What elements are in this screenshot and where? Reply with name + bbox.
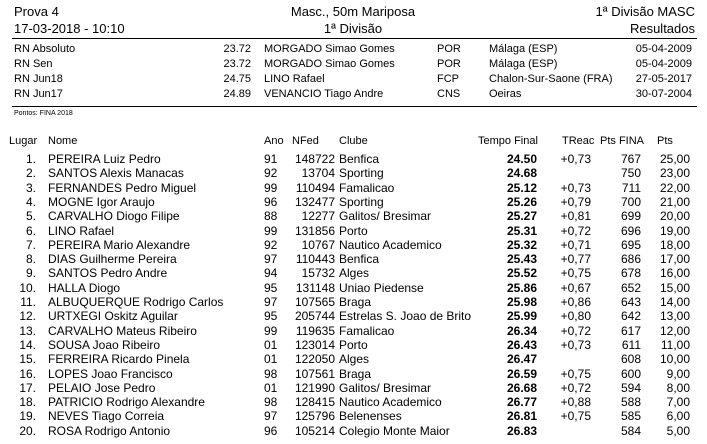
result-fina: 686	[620, 252, 641, 267]
result-pts: 23,00	[659, 166, 690, 181]
result-place: 3.	[25, 180, 36, 195]
result-nfed: 110443	[295, 252, 335, 267]
record-label: RN Absoluto	[14, 43, 76, 55]
result-pts: 20,00	[659, 209, 690, 224]
header-divider-top	[12, 38, 697, 39]
result-pts: 5,00	[666, 423, 690, 438]
result-place: 11.	[20, 295, 36, 309]
points-note: Pontos: FINA 2018	[14, 110, 73, 117]
col-points: Pts	[657, 135, 673, 147]
result-year: 99	[264, 180, 278, 195]
result-pts: 18,00	[659, 237, 690, 252]
record-nat: POR	[437, 58, 461, 70]
result-pts: 19,00	[659, 223, 690, 238]
result-name: LOPES Joao Francisco	[48, 366, 173, 381]
result-nfed: 121990	[294, 380, 335, 395]
result-time: 26.47	[506, 352, 537, 367]
result-pts: 25,00	[659, 152, 690, 166]
result-place: 9.	[25, 266, 36, 281]
result-nfed: 110494	[295, 180, 335, 195]
result-place: 7.	[25, 237, 36, 252]
result-name: PEREIRA Mario Alexandre	[48, 237, 191, 252]
result-year: 01	[264, 337, 278, 352]
result-club: Colegio Monte Maior	[339, 423, 450, 438]
result-reac: +0,79	[560, 194, 591, 209]
result-name: FERREIRA Ricardo Pinela	[48, 352, 190, 367]
result-club: Braga	[339, 295, 372, 309]
result-pts: 13,00	[659, 309, 690, 324]
result-name: DIAS Guilherme Pereira	[48, 252, 177, 267]
event-division: 1ª Divisão	[323, 21, 383, 36]
record-time: 23.72	[223, 43, 251, 55]
result-year: 95	[264, 280, 278, 295]
result-fina: 767	[620, 152, 641, 166]
result-year: 98	[264, 366, 278, 381]
result-time: 25.31	[506, 223, 537, 238]
result-club: Nautico Academico	[339, 237, 442, 252]
event-datetime: 17-03-2018 - 10:10	[14, 21, 125, 36]
record-place: Oeiras	[489, 88, 522, 100]
result-time: 26.83	[506, 423, 537, 438]
result-fina: 594	[620, 380, 641, 395]
record-label: RN Jun17	[14, 88, 63, 100]
result-fina: 750	[620, 166, 641, 181]
result-reac: +0,67	[560, 280, 591, 295]
result-club: Benfica	[339, 152, 380, 166]
result-club: Uniao Piedense	[339, 280, 424, 295]
result-club: Alges	[339, 266, 370, 281]
result-name: SANTOS Alexis Manacas	[48, 166, 184, 181]
col-fina-points: Pts FINA	[600, 135, 645, 147]
result-year: 01	[264, 380, 278, 395]
result-fina: 678	[620, 266, 641, 281]
record-nat: POR	[437, 43, 461, 55]
record-date: 05-04-2009	[635, 43, 692, 55]
event-name: Masc., 50m Mariposa	[290, 4, 416, 19]
record-time: 24.89	[223, 88, 251, 100]
result-fina: 711	[621, 180, 641, 195]
record-date: 30-07-2004	[635, 88, 692, 100]
result-club: Porto	[339, 223, 368, 238]
result-name: FERNANDES Pedro Miguel	[48, 180, 197, 195]
result-pts: 12,00	[659, 323, 690, 338]
result-year: 97	[264, 409, 278, 424]
result-place: 18.	[19, 395, 36, 410]
result-club: Porto	[339, 337, 368, 352]
result-place: 2.	[25, 166, 36, 181]
col-year: Ano	[264, 135, 284, 147]
record-name: LINO Rafael	[264, 73, 325, 85]
result-pts: 22,00	[659, 180, 690, 195]
record-date: 27-05-2017	[635, 73, 692, 85]
record-nat: CNS	[437, 88, 461, 100]
result-time: 26.59	[506, 366, 537, 381]
result-fina: 608	[620, 352, 641, 367]
result-pts: 16,00	[659, 266, 690, 281]
result-nfed: 132477	[294, 194, 335, 209]
col-nfed: NFed	[292, 135, 319, 147]
col-final-time: Tempo Final	[478, 135, 538, 147]
result-place: 5.	[25, 209, 36, 224]
result-name: HALLA Diogo	[48, 280, 121, 295]
result-time: 25.12	[506, 180, 537, 195]
result-nfed: 128415	[294, 395, 335, 410]
result-fina: 642	[620, 309, 641, 324]
result-club: Galitos/ Bresimar	[339, 380, 432, 395]
result-time: 25.98	[506, 295, 537, 309]
result-club: Famalicao	[339, 180, 395, 195]
result-name: NEVES Tiago Correia	[48, 409, 165, 424]
result-fina: 643	[620, 295, 641, 309]
event-number: Prova 4	[14, 4, 59, 19]
result-nfed: 122050	[294, 352, 335, 367]
record-name: MORGADO Simao Gomes	[264, 43, 395, 55]
result-place: 19.	[19, 409, 36, 424]
col-reaction: TReac	[562, 135, 595, 147]
result-year: 92	[264, 166, 278, 181]
result-nfed: 131148	[295, 280, 335, 295]
result-reac: +0,80	[560, 309, 591, 324]
record-name: MORGADO Simao Gomes	[264, 58, 395, 70]
result-place: 13.	[19, 323, 36, 338]
result-nfed: 125796	[294, 409, 335, 424]
result-place: 6.	[25, 223, 36, 238]
result-name: MOGNE Igor Araujo	[48, 194, 155, 209]
result-fina: 611	[621, 337, 641, 352]
result-time: 26.77	[506, 395, 537, 410]
result-fina: 695	[620, 237, 641, 252]
result-pts: 7,00	[666, 395, 690, 410]
record-nat: FCP	[437, 73, 459, 85]
record-date: 05-04-2009	[635, 58, 692, 70]
result-place: 17.	[19, 380, 36, 395]
result-fina: 700	[620, 194, 641, 209]
result-place: 14.	[19, 337, 36, 352]
division-right: 1ª Divisão MASC	[595, 4, 695, 19]
result-nfed: 123014	[294, 337, 335, 352]
result-year: 97	[264, 252, 278, 267]
result-reac: +0,75	[560, 409, 591, 424]
result-name: CARVALHO Mateus Ribeiro	[48, 323, 197, 338]
record-time: 24.75	[223, 73, 251, 85]
result-fina: 652	[620, 280, 641, 295]
result-club: Alges	[339, 352, 370, 367]
result-club: Sporting	[339, 194, 384, 209]
result-time: 25.43	[506, 252, 537, 267]
result-club: Galitos/ Bresimar	[339, 209, 432, 224]
result-year: 01	[264, 352, 278, 367]
result-reac: +0,73	[560, 152, 591, 166]
result-pts: 17,00	[659, 252, 690, 267]
result-place: 8.	[25, 252, 36, 267]
record-label: RN Sen	[14, 58, 53, 70]
result-fina: 588	[620, 395, 641, 410]
result-name: ALBUQUERQUE Rodrigo Carlos	[48, 295, 224, 309]
result-name: ROSA Rodrigo Antonio	[48, 423, 171, 438]
result-year: 92	[264, 237, 278, 252]
result-reac: +0,88	[560, 395, 591, 410]
result-year: 96	[264, 423, 278, 438]
result-pts: 10,00	[659, 352, 690, 367]
result-time: 24.50	[506, 152, 537, 166]
col-club: Clube	[339, 135, 368, 147]
result-reac: +0,71	[560, 237, 591, 252]
result-time: 25.99	[506, 309, 537, 324]
result-nfed: 13704	[301, 166, 335, 181]
result-fina: 696	[620, 223, 641, 238]
result-name: PEREIRA Luiz Pedro	[48, 152, 161, 166]
result-name: LINO Rafael	[48, 223, 115, 238]
record-place: Málaga (ESP)	[489, 58, 558, 70]
result-status: Resultados	[629, 21, 695, 36]
result-year: 97	[264, 295, 278, 309]
result-nfed: 205744	[294, 309, 335, 324]
result-fina: 617	[620, 323, 641, 338]
result-pts: 8,00	[666, 380, 690, 395]
col-name: Nome	[48, 135, 78, 147]
result-nfed: 15732	[301, 266, 335, 281]
result-time: 25.26	[506, 194, 537, 209]
result-nfed: 107565	[294, 295, 335, 309]
record-place: Chalon-Sur-Saone (FRA)	[489, 73, 613, 85]
result-year: 96	[264, 194, 278, 209]
result-fina: 600	[620, 366, 641, 381]
result-pts: 15,00	[659, 280, 690, 295]
result-time: 25.27	[506, 209, 537, 224]
result-time: 25.52	[506, 266, 537, 281]
result-club: Benfica	[339, 252, 380, 267]
record-place: Málaga (ESP)	[489, 43, 558, 55]
result-nfed: 119635	[295, 323, 335, 338]
result-nfed: 105214	[294, 423, 335, 438]
result-place: 15.	[19, 352, 36, 367]
result-year: 99	[264, 223, 278, 238]
result-name: SOUSA Joao Ribeiro	[48, 337, 161, 352]
result-time: 26.68	[506, 380, 537, 395]
result-pts: 6,00	[666, 409, 690, 424]
result-pts: 14,00	[659, 295, 690, 309]
result-nfed: 12277	[301, 209, 335, 224]
col-place: Lugar	[9, 135, 38, 147]
result-place: 12.	[19, 309, 36, 324]
result-place: 16.	[19, 366, 36, 381]
result-reac: +0,77	[560, 252, 591, 267]
result-nfed: 107561	[294, 366, 335, 381]
result-name: URTXEGI Oskitz Aguilar	[48, 309, 178, 324]
result-reac: +0,73	[560, 180, 591, 195]
result-reac: +0,86	[560, 295, 591, 309]
record-time: 23.72	[223, 58, 251, 70]
result-reac: +0,72	[560, 223, 591, 238]
result-reac: +0,81	[560, 209, 591, 224]
record-label: RN Jun18	[14, 73, 63, 85]
result-reac: +0,75	[560, 266, 591, 281]
result-club: Famalicao	[339, 323, 395, 338]
result-year: 98	[264, 395, 278, 410]
result-pts: 9,00	[666, 366, 690, 381]
result-reac: +0,72	[560, 380, 591, 395]
result-club: Braga	[339, 366, 372, 381]
result-club: Estrelas S. Joao de Brito	[339, 309, 472, 324]
result-year: 94	[264, 266, 278, 281]
result-pts: 11,00	[660, 337, 690, 352]
result-club: Nautico Academico	[339, 395, 442, 410]
result-club: Sporting	[339, 166, 384, 181]
header-divider-bottom	[12, 106, 697, 107]
result-time: 26.43	[506, 337, 537, 352]
result-place: 20.	[19, 423, 36, 438]
result-reac: +0,73	[560, 337, 591, 352]
result-year: 91	[264, 152, 278, 166]
result-time: 25.32	[506, 237, 537, 252]
result-name: CARVALHO Diogo Filipe	[48, 209, 180, 224]
result-year: 99	[264, 323, 278, 338]
result-year: 88	[264, 209, 278, 224]
result-place: 10.	[19, 280, 36, 295]
result-year: 95	[264, 309, 278, 324]
result-reac: +0,72	[560, 323, 591, 338]
result-time: 26.81	[506, 409, 537, 424]
result-time: 24.68	[506, 166, 537, 181]
result-name: PATRICIO Rodrigo Alexandre	[48, 395, 205, 410]
record-name: VENANCIO Tiago Andre	[264, 88, 384, 100]
result-place: 1.	[25, 152, 36, 166]
result-place: 4.	[25, 194, 36, 209]
result-fina: 699	[620, 209, 641, 224]
result-name: SANTOS Pedro Andre	[48, 266, 168, 281]
result-time: 25.86	[506, 280, 537, 295]
result-fina: 585	[620, 409, 641, 424]
result-name: PELAIO Jose Pedro	[48, 380, 156, 395]
result-nfed: 131856	[294, 223, 335, 238]
result-reac: +0,75	[560, 366, 591, 381]
result-club: Belenenses	[339, 409, 402, 424]
result-nfed: 148722	[294, 152, 335, 166]
result-fina: 584	[620, 423, 641, 438]
result-time: 26.34	[506, 323, 537, 338]
result-nfed: 10767	[301, 237, 335, 252]
result-pts: 21,00	[659, 194, 690, 209]
